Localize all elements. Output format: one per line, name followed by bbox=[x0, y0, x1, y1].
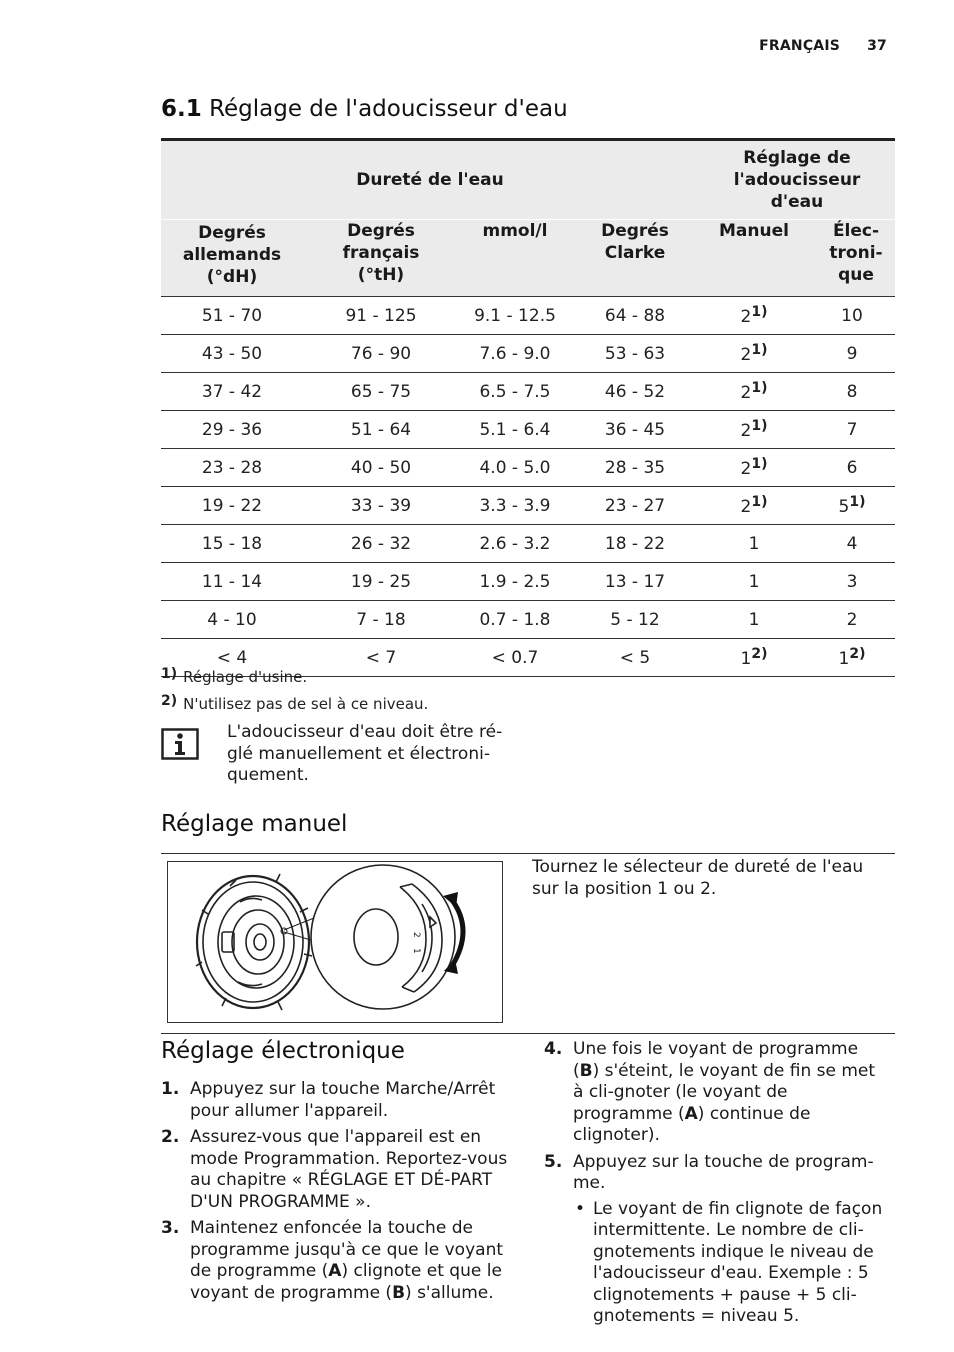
footnote-ref: 1) bbox=[751, 456, 768, 472]
page-header bbox=[737, 38, 887, 54]
cell-th: 51 - 64 bbox=[303, 411, 459, 449]
list-item bbox=[544, 1152, 889, 1328]
cell-electronic bbox=[809, 411, 895, 449]
dial-illustration bbox=[167, 861, 503, 1023]
manual-instruction: Tournez le sélecteur de dureté de l'eau sur la position 1 ou 2. bbox=[532, 857, 864, 899]
cell-clarke: 64 - 88 bbox=[571, 297, 699, 335]
cell-th: 26 - 32 bbox=[303, 525, 459, 563]
step-text: Maintenez enfoncée la touche de programme jusqu'à ce que le voyant de programme (A) clignote et que le voyant de programme (B) s'allume. bbox=[190, 1218, 504, 1303]
cell-th: 76 - 90 bbox=[303, 335, 459, 373]
cell-manuel bbox=[699, 411, 809, 449]
cell-electronic-value: 7 bbox=[846, 419, 858, 440]
footnote-ref: 1) bbox=[751, 494, 768, 510]
dial-label-1: 1 bbox=[411, 948, 421, 954]
cell-dh: 29 - 36 bbox=[161, 411, 303, 449]
cell-manuel bbox=[699, 525, 809, 563]
footnote-ref: 1) bbox=[849, 494, 866, 510]
cell-electronic-value: 2 bbox=[846, 609, 858, 630]
cell-mmol: 7.6 - 9.0 bbox=[459, 335, 571, 373]
footnote-1-mark: 1) bbox=[161, 666, 178, 682]
cell-manuel-value: 2 bbox=[740, 497, 752, 517]
cell-clarke: < 5 bbox=[571, 639, 699, 677]
header-page-number: 37 bbox=[867, 38, 887, 54]
cell-mmol: 1.9 - 2.5 bbox=[459, 563, 571, 601]
steps-right bbox=[544, 1039, 889, 1333]
cell-clarke: 5 - 12 bbox=[571, 601, 699, 639]
col-header-manuel: Manuel bbox=[699, 220, 809, 297]
cell-electronic bbox=[809, 297, 895, 335]
table-row bbox=[161, 487, 895, 525]
step-text: Assurez-vous que l'appareil est en mode Programmation. Reportez-vous au chapitre « RÉGLAGE ET DÉ-PART D'UN PROGRAMME ». bbox=[190, 1127, 508, 1212]
dial-label-2: 2 bbox=[411, 932, 421, 938]
cell-mmol: 2.6 - 3.2 bbox=[459, 525, 571, 563]
cell-clarke: 36 - 45 bbox=[571, 411, 699, 449]
cell-electronic-value: 9 bbox=[846, 343, 858, 364]
step-number: 5. bbox=[544, 1151, 563, 1172]
section-title bbox=[161, 96, 568, 122]
step-text: Une fois le voyant de programme (B) s'éteint, le voyant de fin se met à cli-gnoter (le voyant de programme (A) continue de clignoter). bbox=[573, 1039, 876, 1145]
list-item bbox=[161, 1127, 511, 1213]
cell-th: 33 - 39 bbox=[303, 487, 459, 525]
cell-manuel bbox=[699, 449, 809, 487]
footnote-2 bbox=[161, 693, 428, 713]
step-text: Appuyez sur la touche de program-me. bbox=[573, 1151, 874, 1193]
step-number: 4. bbox=[544, 1039, 563, 1059]
cell-manuel bbox=[699, 335, 809, 373]
table-row bbox=[161, 525, 895, 563]
cell-mmol: < 0.7 bbox=[459, 639, 571, 677]
table-row bbox=[161, 449, 895, 487]
group-header-setting: Réglage de l'adoucisseur d'eau bbox=[699, 140, 895, 220]
cell-mmol: 9.1 - 12.5 bbox=[459, 297, 571, 335]
cell-dh: 4 - 10 bbox=[161, 601, 303, 639]
header-section: FRANÇAIS bbox=[759, 38, 841, 54]
step-number: 1. bbox=[161, 1079, 180, 1099]
cell-th: 19 - 25 bbox=[303, 563, 459, 601]
cell-dh: 23 - 28 bbox=[161, 449, 303, 487]
col-header-th: Degrés français (°tH) bbox=[303, 220, 459, 297]
cell-manuel-value: 2 bbox=[740, 345, 752, 365]
cell-electronic-value: 5 bbox=[838, 497, 850, 517]
cell-manuel-value: 1 bbox=[740, 649, 752, 669]
cell-electronic-value: 3 bbox=[846, 571, 858, 592]
cell-manuel-value: 2 bbox=[740, 383, 752, 403]
footnote-2-mark: 2) bbox=[161, 693, 178, 709]
list-item bbox=[161, 1079, 511, 1122]
step-text: Appuyez sur la touche Marche/Arrêt pour allumer l'appareil. bbox=[190, 1079, 496, 1121]
footnote-1 bbox=[161, 666, 307, 686]
cell-electronic bbox=[809, 487, 895, 525]
section-number: 6.1 bbox=[161, 96, 202, 122]
cell-electronic-value: 8 bbox=[846, 381, 858, 402]
divider bbox=[161, 853, 895, 854]
cell-manuel-value: 1 bbox=[748, 571, 760, 592]
cell-mmol: 4.0 - 5.0 bbox=[459, 449, 571, 487]
cell-th: 40 - 50 bbox=[303, 449, 459, 487]
table-row bbox=[161, 335, 895, 373]
cell-electronic bbox=[809, 449, 895, 487]
col-header-clarke: Degrés Clarke bbox=[571, 220, 699, 297]
table-row bbox=[161, 373, 895, 411]
cell-dh: 15 - 18 bbox=[161, 525, 303, 563]
cell-manuel bbox=[699, 297, 809, 335]
water-hardness-table bbox=[161, 138, 895, 677]
cell-clarke: 28 - 35 bbox=[571, 449, 699, 487]
cell-clarke: 23 - 27 bbox=[571, 487, 699, 525]
footnote-ref: 1) bbox=[751, 380, 768, 396]
table-row bbox=[161, 297, 895, 335]
cell-manuel-value: 1 bbox=[748, 533, 760, 554]
table-row bbox=[161, 563, 895, 601]
cell-mmol: 3.3 - 3.9 bbox=[459, 487, 571, 525]
info-note: L'adoucisseur d'eau doit être ré-glé manuellement et électroni-quement. bbox=[227, 722, 503, 785]
steps-left bbox=[161, 1079, 511, 1309]
list-item bbox=[544, 1039, 889, 1147]
footnote-ref: 1) bbox=[751, 342, 768, 358]
cell-th: < 7 bbox=[303, 639, 459, 677]
footnote-ref: 1) bbox=[751, 304, 768, 320]
cell-dh: 37 - 42 bbox=[161, 373, 303, 411]
col-header-electronic: Élec-troni-que bbox=[809, 220, 895, 297]
sub-bullet bbox=[573, 1199, 889, 1328]
sub-bullet-text: Le voyant de fin clignote de façon intermittente. Le nombre de cli-gnotements indique le niveau de l'adoucisseur d'eau. Exemple : 5 clignotements + pause + 5 cli-gnotements = niveau 5. bbox=[593, 1198, 883, 1326]
cell-manuel bbox=[699, 601, 809, 639]
cell-clarke: 46 - 52 bbox=[571, 373, 699, 411]
cell-mmol: 0.7 - 1.8 bbox=[459, 601, 571, 639]
col-header-dh: Degrés allemands (°dH) bbox=[161, 220, 303, 297]
cell-electronic-value: 6 bbox=[846, 457, 858, 478]
cell-dh: 43 - 50 bbox=[161, 335, 303, 373]
cell-electronic bbox=[809, 335, 895, 373]
cell-dh: < 4 bbox=[161, 639, 303, 677]
cell-clarke: 53 - 63 bbox=[571, 335, 699, 373]
cell-electronic bbox=[809, 601, 895, 639]
cell-th: 65 - 75 bbox=[303, 373, 459, 411]
cell-electronic bbox=[809, 639, 895, 677]
cell-manuel bbox=[699, 373, 809, 411]
cell-electronic bbox=[809, 373, 895, 411]
manual-title: Réglage manuel bbox=[161, 811, 348, 837]
footnote-1-text: Réglage d'usine. bbox=[183, 668, 308, 686]
bullet-dot: • bbox=[575, 1198, 586, 1219]
divider bbox=[161, 1033, 895, 1034]
group-header-hardness: Dureté de l'eau bbox=[161, 140, 699, 220]
cell-th: 91 - 125 bbox=[303, 297, 459, 335]
section-title-text: Réglage de l'adoucisseur d'eau bbox=[209, 96, 568, 122]
cell-electronic bbox=[809, 525, 895, 563]
cell-electronic-value: 1 bbox=[838, 649, 850, 669]
cell-manuel-value: 1 bbox=[748, 609, 760, 630]
footnote-2-text: N'utilisez pas de sel à ce niveau. bbox=[183, 695, 429, 713]
footnote-ref: 1) bbox=[751, 418, 768, 434]
footnote-ref: 2) bbox=[849, 646, 866, 662]
cell-dh: 11 - 14 bbox=[161, 563, 303, 601]
step-number: 2. bbox=[161, 1127, 180, 1147]
cell-manuel bbox=[699, 487, 809, 525]
cell-manuel bbox=[699, 639, 809, 677]
cell-electronic-value: 4 bbox=[846, 533, 858, 554]
electronic-title: Réglage électronique bbox=[161, 1038, 405, 1064]
cell-clarke: 13 - 17 bbox=[571, 563, 699, 601]
cell-manuel-value: 2 bbox=[740, 421, 752, 441]
cell-manuel bbox=[699, 563, 809, 601]
col-header-mmol: mmol/l bbox=[459, 220, 571, 297]
cell-clarke: 18 - 22 bbox=[571, 525, 699, 563]
cell-manuel-value: 2 bbox=[740, 459, 752, 479]
cell-electronic-value: 10 bbox=[841, 305, 863, 326]
list-item bbox=[161, 1218, 511, 1304]
table-row bbox=[161, 411, 895, 449]
cell-th: 7 - 18 bbox=[303, 601, 459, 639]
step-number: 3. bbox=[161, 1218, 180, 1238]
info-icon bbox=[161, 728, 199, 764]
cell-mmol: 5.1 - 6.4 bbox=[459, 411, 571, 449]
cell-electronic bbox=[809, 563, 895, 601]
table-row bbox=[161, 601, 895, 639]
cell-mmol: 6.5 - 7.5 bbox=[459, 373, 571, 411]
cell-dh: 19 - 22 bbox=[161, 487, 303, 525]
cell-manuel-value: 2 bbox=[740, 307, 752, 327]
cell-dh: 51 - 70 bbox=[161, 297, 303, 335]
footnote-ref: 2) bbox=[751, 646, 768, 662]
